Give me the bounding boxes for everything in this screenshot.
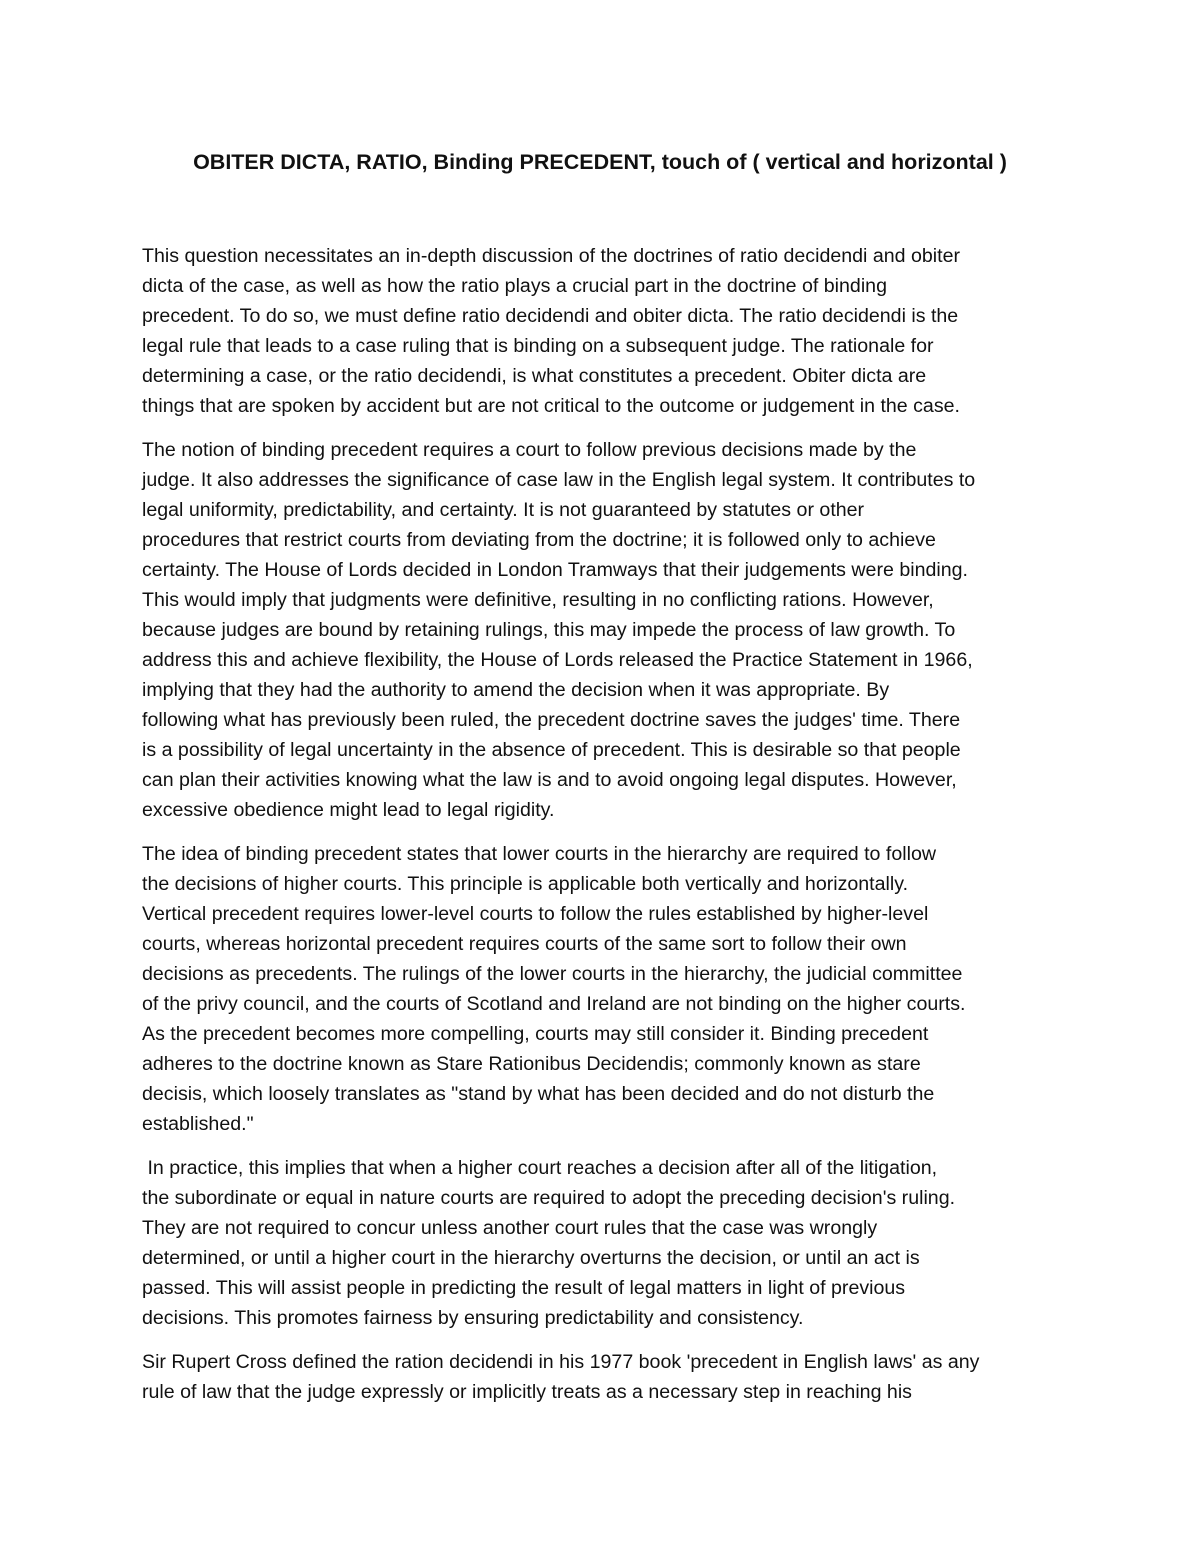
text-line: decisis, which loosely translates as "stand by what has been decided and do not disturb the [142, 1083, 935, 1105]
text-line: implying that they had the authority to amend the decision when it was appropriate. By [142, 679, 890, 701]
text-line: decisions as precedents. The rulings of the lower courts in the hierarchy, the judicial committee [142, 963, 963, 985]
text-line: can plan their activities knowing what the law is and to avoid ongoing legal disputes. However, [142, 769, 957, 791]
paragraph [142, 435, 1062, 825]
text-line: procedures that restrict courts from deviating from the doctrine; it is followed only to achieve [142, 529, 936, 551]
text-line: the decisions of higher courts. This principle is applicable both vertically and horizontally. [142, 873, 909, 895]
text-line: passed. This will assist people in predicting the result of legal matters in light of previous [142, 1277, 906, 1299]
paragraph [142, 241, 1062, 421]
text-line: judge. It also addresses the significance of case law in the English legal system. It contributes to [142, 469, 976, 491]
text-line: things that are spoken by accident but are not critical to the outcome or judgement in the case. [142, 395, 960, 417]
text-line: dicta of the case, as well as how the ratio plays a crucial part in the doctrine of binding [142, 275, 887, 297]
text-line: decisions. This promotes fairness by ensuring predictability and consistency. [142, 1307, 804, 1329]
document-title: OBITER DICTA, RATIO, Binding PRECEDENT, touch of ( vertical and horizontal ) [193, 150, 1007, 174]
text-line: They are not required to concur unless another court rules that the case was wrongly [142, 1217, 878, 1239]
text-line: legal rule that leads to a case ruling that is binding on a subsequent judge. The rationale for [142, 335, 934, 357]
text-line: rule of law that the judge expressly or implicitly treats as a necessary step in reaching his [142, 1381, 912, 1403]
text-line: The notion of binding precedent requires a court to follow previous decisions made by the [142, 439, 917, 461]
paragraph [142, 839, 1062, 1139]
text-line: As the precedent becomes more compelling, courts may still consider it. Binding precedent [142, 1023, 929, 1045]
text-line: legal uniformity, predictability, and certainty. It is not guaranteed by statutes or other [142, 499, 865, 521]
document-body [142, 241, 1062, 1421]
text-line: This question necessitates an in-depth discussion of the doctrines of ratio decidendi and obiter [142, 245, 960, 267]
text-line: because judges are bound by retaining rulings, this may impede the process of law growth. To [142, 619, 956, 641]
text-line: adheres to the doctrine known as Stare Rationibus Decidendis; commonly known as stare [142, 1053, 921, 1075]
text-line: In practice, this implies that when a higher court reaches a decision after all of the litigation, [142, 1157, 938, 1179]
text-line: This would imply that judgments were definitive, resulting in no conflicting rations. However, [142, 589, 934, 611]
text-line: excessive obedience might lead to legal rigidity. [142, 799, 555, 821]
text-line: precedent. To do so, we must define ratio decidendi and obiter dicta. The ratio decidendi is the [142, 305, 959, 327]
paragraph [142, 1347, 1062, 1407]
text-line: Vertical precedent requires lower-level courts to follow the rules established by higher-level [142, 903, 929, 925]
text-line: established." [142, 1113, 254, 1135]
text-line: address this and achieve flexibility, the House of Lords released the Practice Statement in 1966, [142, 649, 973, 671]
text-line: following what has previously been ruled, the precedent doctrine saves the judges' time. There [142, 709, 961, 731]
text-line: certainty. The House of Lords decided in London Tramways that their judgements were binding. [142, 559, 968, 581]
text-line: determining a case, or the ratio decidendi, is what constitutes a precedent. Obiter dicta are [142, 365, 927, 387]
text-line: the subordinate or equal in nature courts are required to adopt the preceding decision's ruling. [142, 1187, 956, 1209]
text-line: is a possibility of legal uncertainty in the absence of precedent. This is desirable so that people [142, 739, 961, 761]
text-line: of the privy council, and the courts of Scotland and Ireland are not binding on the higher courts. [142, 993, 966, 1015]
paragraph [142, 1153, 1062, 1333]
text-line: courts, whereas horizontal precedent requires courts of the same sort to follow their own [142, 933, 907, 955]
text-line: The idea of binding precedent states that lower courts in the hierarchy are required to follow [142, 843, 936, 865]
text-line: Sir Rupert Cross defined the ration decidendi in his 1977 book 'precedent in English laws' as any [142, 1351, 980, 1373]
text-line: determined, or until a higher court in the hierarchy overturns the decision, or until an act is [142, 1247, 920, 1269]
